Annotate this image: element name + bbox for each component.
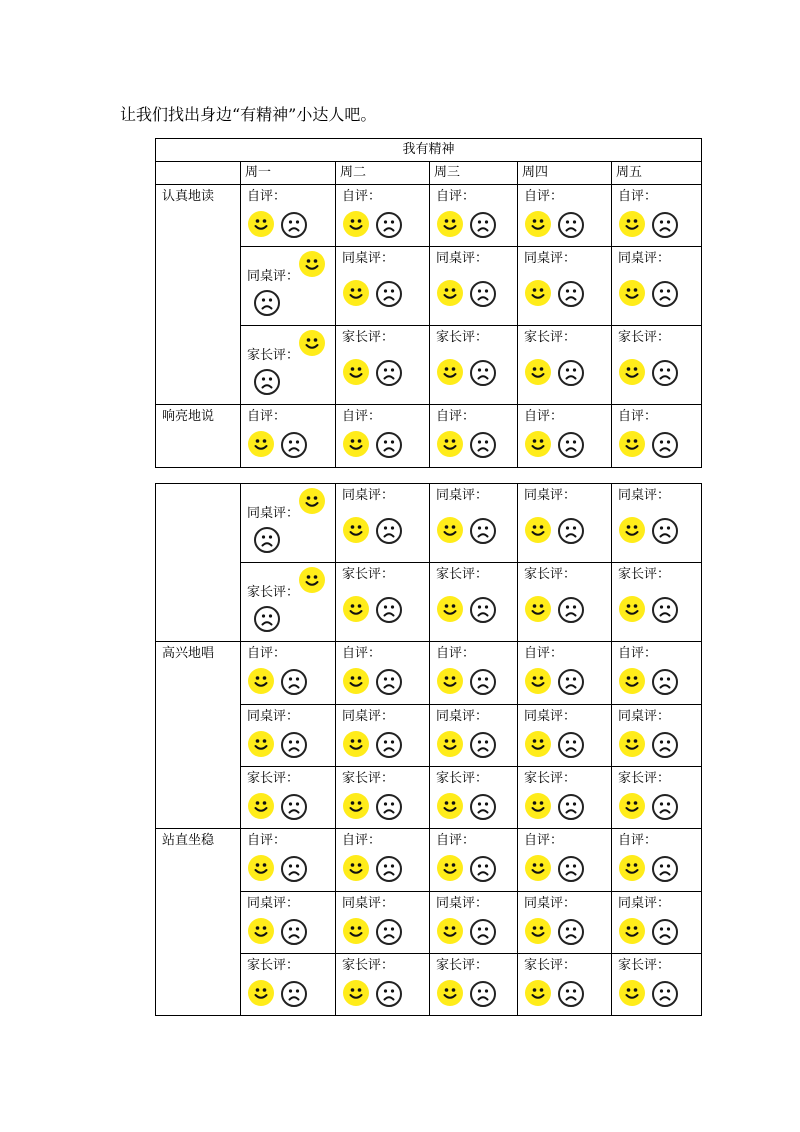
smiley-sad-icon[interactable] (376, 919, 402, 945)
smiley-sad-icon[interactable] (558, 597, 584, 623)
smiley-happy-icon[interactable] (343, 918, 369, 944)
smiley-happy-icon[interactable] (437, 211, 463, 237)
rating-label-parent: 家长评： (247, 958, 300, 973)
rating-cell-desk (430, 484, 518, 563)
rating-label-desk: 同桌评： (618, 251, 671, 266)
category-cell (156, 484, 241, 642)
rating-cell-self (612, 642, 702, 705)
smiley-happy-icon[interactable] (525, 431, 551, 457)
rating-cell-self (241, 185, 336, 247)
rating-label-self: 自评： (342, 189, 382, 204)
rating-cell-parent (430, 954, 518, 1016)
smiley-happy-icon[interactable] (343, 855, 369, 881)
smiley-happy-icon[interactable] (248, 918, 274, 944)
category-cell (156, 185, 241, 405)
rating-label-desk: 同桌评： (524, 251, 577, 266)
rating-cell-parent (336, 326, 430, 405)
rating-cell-self (612, 829, 702, 892)
day-header: 周二 (336, 162, 430, 185)
smiley-sad-icon[interactable] (254, 606, 280, 632)
smiley-happy-icon[interactable] (248, 980, 274, 1006)
rating-cell-desk (518, 892, 612, 954)
table-row (156, 405, 702, 468)
rating-label-parent: 家长评： (524, 330, 577, 345)
smiley-sad-icon[interactable] (652, 919, 678, 945)
rating-cell-parent (518, 767, 612, 829)
smiley-sad-icon[interactable] (558, 360, 584, 386)
rating-cell-desk (518, 484, 612, 563)
day-header: 周四 (518, 162, 612, 185)
smiley-sad-icon[interactable] (652, 360, 678, 386)
smiley-sad-icon[interactable] (470, 518, 496, 544)
rating-cell-parent (518, 326, 612, 405)
rating-label-parent: 家长评： (342, 567, 395, 582)
rating-cell-parent (241, 767, 336, 829)
smiley-happy-icon[interactable] (619, 596, 645, 622)
rating-label-self: 自评： (436, 646, 476, 661)
smiley-happy-icon[interactable] (248, 855, 274, 881)
smiley-sad-icon[interactable] (470, 212, 496, 238)
rating-cell-desk (241, 705, 336, 767)
rating-label-self: 自评： (342, 646, 382, 661)
smiley-happy-icon[interactable] (343, 431, 369, 457)
smiley-sad-icon[interactable] (558, 856, 584, 882)
category-label: 站直坐稳 (162, 833, 215, 848)
rating-cell-parent (612, 767, 702, 829)
smiley-sad-icon[interactable] (281, 432, 307, 458)
rating-cell-self (241, 405, 336, 468)
rating-cell-parent (430, 767, 518, 829)
rating-cell-parent (336, 767, 430, 829)
smiley-sad-icon[interactable] (652, 518, 678, 544)
smiley-happy-icon[interactable] (619, 980, 645, 1006)
rating-cell-desk (518, 705, 612, 767)
smiley-happy-icon[interactable] (525, 280, 551, 306)
smiley-sad-icon[interactable] (470, 856, 496, 882)
rating-label-parent: 家长评： (436, 567, 489, 582)
smiley-happy-icon[interactable] (437, 431, 463, 457)
rating-label-desk: 同桌评： (247, 896, 300, 911)
rating-label-parent: 家长评： (436, 958, 489, 973)
rating-label-self: 自评： (436, 189, 476, 204)
rating-label-parent: 家长评： (247, 585, 300, 600)
smiley-sad-icon[interactable] (558, 669, 584, 695)
smiley-sad-icon[interactable] (281, 919, 307, 945)
smiley-sad-icon[interactable] (652, 432, 678, 458)
category-cell (156, 405, 241, 468)
rating-label-self: 自评： (524, 189, 564, 204)
smiley-sad-icon[interactable] (376, 669, 402, 695)
smiley-sad-icon[interactable] (470, 281, 496, 307)
rating-label-desk: 同桌评： (436, 709, 489, 724)
rating-cell-self (241, 642, 336, 705)
rating-cell-parent (241, 326, 336, 405)
rating-label-self: 自评： (524, 646, 564, 661)
rating-cell-parent (612, 563, 702, 642)
rating-label-self: 自评： (342, 833, 382, 848)
day-header: 周三 (430, 162, 518, 185)
category-label: 认真地读 (162, 189, 215, 204)
smiley-happy-icon[interactable] (299, 567, 325, 593)
rating-cell-desk (241, 892, 336, 954)
smiley-happy-icon[interactable] (343, 517, 369, 543)
rating-label-parent: 家长评： (342, 958, 395, 973)
smiley-happy-icon[interactable] (619, 211, 645, 237)
rating-cell-self (518, 405, 612, 468)
rating-cell-parent (430, 326, 518, 405)
smiley-happy-icon[interactable] (343, 359, 369, 385)
day-header: 周一 (241, 162, 336, 185)
category-label: 响亮地说 (162, 409, 215, 424)
rating-label-parent: 家长评： (247, 771, 300, 786)
rating-cell-self (336, 405, 430, 468)
rating-label-desk: 同桌评： (342, 709, 395, 724)
smiley-sad-icon[interactable] (470, 360, 496, 386)
rating-label-self: 自评： (436, 833, 476, 848)
rating-label-self: 自评： (618, 409, 658, 424)
rating-cell-self (336, 642, 430, 705)
smiley-happy-icon[interactable] (525, 517, 551, 543)
smiley-sad-icon[interactable] (470, 981, 496, 1007)
smiley-sad-icon[interactable] (652, 212, 678, 238)
smiley-happy-icon[interactable] (619, 359, 645, 385)
smiley-happy-icon[interactable] (343, 211, 369, 237)
smiley-sad-icon[interactable] (376, 794, 402, 820)
rating-label-desk: 同桌评： (247, 269, 300, 284)
rating-cell-parent (336, 563, 430, 642)
rating-cell-parent (518, 563, 612, 642)
rating-cell-desk (430, 705, 518, 767)
smiley-happy-icon[interactable] (299, 251, 325, 277)
smiley-happy-icon[interactable] (619, 431, 645, 457)
rating-label-self: 自评： (618, 189, 658, 204)
corner-cell (156, 162, 241, 185)
smiley-happy-icon[interactable] (525, 359, 551, 385)
smiley-happy-icon[interactable] (437, 596, 463, 622)
table-row (156, 484, 702, 563)
rating-label-self: 自评： (342, 409, 382, 424)
rating-cell-parent (241, 563, 336, 642)
smiley-sad-icon[interactable] (470, 597, 496, 623)
smiley-sad-icon[interactable] (281, 212, 307, 238)
smiley-happy-icon[interactable] (299, 330, 325, 356)
rating-cell-self (430, 829, 518, 892)
rating-cell-parent (612, 326, 702, 405)
smiley-sad-icon[interactable] (558, 432, 584, 458)
smiley-happy-icon[interactable] (437, 517, 463, 543)
rating-label-parent: 家长评： (618, 771, 671, 786)
rating-cell-desk (241, 247, 336, 326)
rating-label-desk: 同桌评： (342, 251, 395, 266)
smiley-happy-icon[interactable] (525, 596, 551, 622)
rating-label-self: 自评： (618, 646, 658, 661)
smiley-sad-icon[interactable] (558, 212, 584, 238)
smiley-happy-icon[interactable] (343, 668, 369, 694)
smiley-sad-icon[interactable] (558, 919, 584, 945)
rating-label-desk: 同桌评： (436, 251, 489, 266)
rating-cell-desk (336, 705, 430, 767)
rating-cell-self (336, 829, 430, 892)
rating-cell-desk (430, 892, 518, 954)
rating-cell-parent (430, 563, 518, 642)
smiley-sad-icon[interactable] (376, 212, 402, 238)
smiley-sad-icon[interactable] (281, 732, 307, 758)
smiley-happy-icon[interactable] (343, 280, 369, 306)
rating-cell-parent (518, 954, 612, 1016)
rating-label-desk: 同桌评： (247, 506, 300, 521)
smiley-sad-icon[interactable] (558, 518, 584, 544)
rating-label-parent: 家长评： (342, 330, 395, 345)
smiley-happy-icon[interactable] (525, 980, 551, 1006)
rating-label-parent: 家长评： (524, 958, 577, 973)
table-title: 我有精神 (156, 139, 702, 162)
smiley-sad-icon[interactable] (254, 290, 280, 316)
smiley-happy-icon[interactable] (248, 431, 274, 457)
smiley-sad-icon[interactable] (254, 369, 280, 395)
category-cell (156, 829, 241, 1016)
smiley-sad-icon[interactable] (652, 732, 678, 758)
rating-cell-desk (336, 247, 430, 326)
rating-label-desk: 同桌评： (436, 896, 489, 911)
smiley-sad-icon[interactable] (470, 794, 496, 820)
smiley-happy-icon[interactable] (619, 668, 645, 694)
smiley-happy-icon[interactable] (619, 517, 645, 543)
day-header: 周五 (612, 162, 702, 185)
smiley-sad-icon[interactable] (376, 432, 402, 458)
rating-cell-parent (336, 954, 430, 1016)
table-row (156, 642, 702, 705)
smiley-sad-icon[interactable] (652, 281, 678, 307)
smiley-happy-icon[interactable] (437, 918, 463, 944)
rating-label-desk: 同桌评： (342, 488, 395, 503)
rating-cell-self (518, 642, 612, 705)
smiley-happy-icon[interactable] (437, 793, 463, 819)
rating-cell-desk (612, 484, 702, 563)
smiley-sad-icon[interactable] (376, 360, 402, 386)
smiley-sad-icon[interactable] (652, 669, 678, 695)
smiley-happy-icon[interactable] (343, 596, 369, 622)
rating-cell-parent (241, 954, 336, 1016)
evaluation-table-part-1 (155, 138, 702, 468)
rating-label-parent: 家长评： (618, 330, 671, 345)
rating-label-self: 自评： (524, 409, 564, 424)
rating-label-parent: 家长评： (524, 567, 577, 582)
rating-cell-self (241, 829, 336, 892)
smiley-happy-icon[interactable] (619, 731, 645, 757)
smiley-sad-icon[interactable] (558, 732, 584, 758)
smiley-sad-icon[interactable] (470, 732, 496, 758)
smiley-happy-icon[interactable] (248, 668, 274, 694)
smiley-happy-icon[interactable] (525, 668, 551, 694)
rating-label-desk: 同桌评： (436, 488, 489, 503)
smiley-sad-icon[interactable] (558, 794, 584, 820)
table-row (156, 185, 702, 247)
smiley-sad-icon[interactable] (254, 527, 280, 553)
category-cell (156, 642, 241, 829)
smiley-happy-icon[interactable] (343, 793, 369, 819)
smiley-sad-icon[interactable] (376, 981, 402, 1007)
smiley-happy-icon[interactable] (248, 793, 274, 819)
rating-cell-self (430, 642, 518, 705)
rating-label-self: 自评： (524, 833, 564, 848)
rating-cell-parent (612, 954, 702, 1016)
smiley-happy-icon[interactable] (248, 731, 274, 757)
rating-cell-desk (430, 247, 518, 326)
smiley-sad-icon[interactable] (281, 794, 307, 820)
smiley-sad-icon[interactable] (376, 281, 402, 307)
smiley-happy-icon[interactable] (437, 359, 463, 385)
smiley-happy-icon[interactable] (525, 731, 551, 757)
smiley-happy-icon[interactable] (299, 488, 325, 514)
rating-label-desk: 同桌评： (618, 488, 671, 503)
smiley-sad-icon[interactable] (376, 518, 402, 544)
smiley-sad-icon[interactable] (470, 669, 496, 695)
smiley-happy-icon[interactable] (619, 855, 645, 881)
rating-cell-desk (518, 247, 612, 326)
smiley-sad-icon[interactable] (558, 981, 584, 1007)
smiley-sad-icon[interactable] (652, 794, 678, 820)
rating-label-self: 自评： (618, 833, 658, 848)
rating-cell-self (430, 405, 518, 468)
smiley-happy-icon[interactable] (437, 668, 463, 694)
rating-label-parent: 家长评： (618, 567, 671, 582)
rating-cell-desk (336, 484, 430, 563)
smiley-happy-icon[interactable] (343, 980, 369, 1006)
rating-label-parent: 家长评： (342, 771, 395, 786)
smiley-sad-icon[interactable] (652, 856, 678, 882)
smiley-sad-icon[interactable] (281, 981, 307, 1007)
rating-cell-desk (612, 705, 702, 767)
rating-label-self: 自评： (247, 189, 287, 204)
rating-label-parent: 家长评： (247, 348, 300, 363)
rating-label-self: 自评： (247, 833, 287, 848)
rating-cell-self (518, 829, 612, 892)
rating-cell-desk (241, 484, 336, 563)
smiley-happy-icon[interactable] (437, 980, 463, 1006)
smiley-sad-icon[interactable] (281, 669, 307, 695)
smiley-happy-icon[interactable] (248, 211, 274, 237)
smiley-sad-icon[interactable] (470, 919, 496, 945)
smiley-happy-icon[interactable] (525, 855, 551, 881)
smiley-happy-icon[interactable] (619, 280, 645, 306)
rating-label-desk: 同桌评： (524, 488, 577, 503)
rating-label-desk: 同桌评： (247, 709, 300, 724)
table-row (156, 829, 702, 892)
smiley-sad-icon[interactable] (376, 856, 402, 882)
intro-text: 让我们找出身边“有精神”小达人吧。 (120, 105, 377, 124)
smiley-happy-icon[interactable] (437, 280, 463, 306)
smiley-happy-icon[interactable] (525, 793, 551, 819)
rating-cell-desk (612, 892, 702, 954)
rating-label-parent: 家长评： (524, 771, 577, 786)
rating-label-self: 自评： (436, 409, 476, 424)
rating-label-desk: 同桌评： (524, 709, 577, 724)
smiley-happy-icon[interactable] (619, 918, 645, 944)
smiley-happy-icon[interactable] (437, 855, 463, 881)
rating-cell-self (518, 185, 612, 247)
rating-cell-self (430, 185, 518, 247)
smiley-happy-icon[interactable] (343, 731, 369, 757)
evaluation-table-part-2 (155, 483, 702, 1016)
rating-label-self: 自评： (247, 646, 287, 661)
rating-label-desk: 同桌评： (524, 896, 577, 911)
smiley-sad-icon[interactable] (281, 856, 307, 882)
rating-label-desk: 同桌评： (618, 896, 671, 911)
smiley-sad-icon[interactable] (652, 981, 678, 1007)
rating-cell-desk (612, 247, 702, 326)
rating-cell-self (336, 185, 430, 247)
smiley-sad-icon[interactable] (558, 281, 584, 307)
smiley-happy-icon[interactable] (619, 793, 645, 819)
rating-label-parent: 家长评： (618, 958, 671, 973)
category-label: 高兴地唱 (162, 646, 215, 661)
rating-cell-self (612, 185, 702, 247)
smiley-sad-icon[interactable] (470, 432, 496, 458)
smiley-sad-icon[interactable] (376, 732, 402, 758)
smiley-sad-icon[interactable] (652, 597, 678, 623)
rating-cell-self (612, 405, 702, 468)
rating-label-desk: 同桌评： (342, 896, 395, 911)
rating-label-desk: 同桌评： (618, 709, 671, 724)
smiley-happy-icon[interactable] (525, 918, 551, 944)
smiley-happy-icon[interactable] (525, 211, 551, 237)
rating-label-parent: 家长评： (436, 771, 489, 786)
smiley-happy-icon[interactable] (437, 731, 463, 757)
smiley-sad-icon[interactable] (376, 597, 402, 623)
rating-label-self: 自评： (247, 409, 287, 424)
rating-cell-desk (336, 892, 430, 954)
rating-label-parent: 家长评： (436, 330, 489, 345)
